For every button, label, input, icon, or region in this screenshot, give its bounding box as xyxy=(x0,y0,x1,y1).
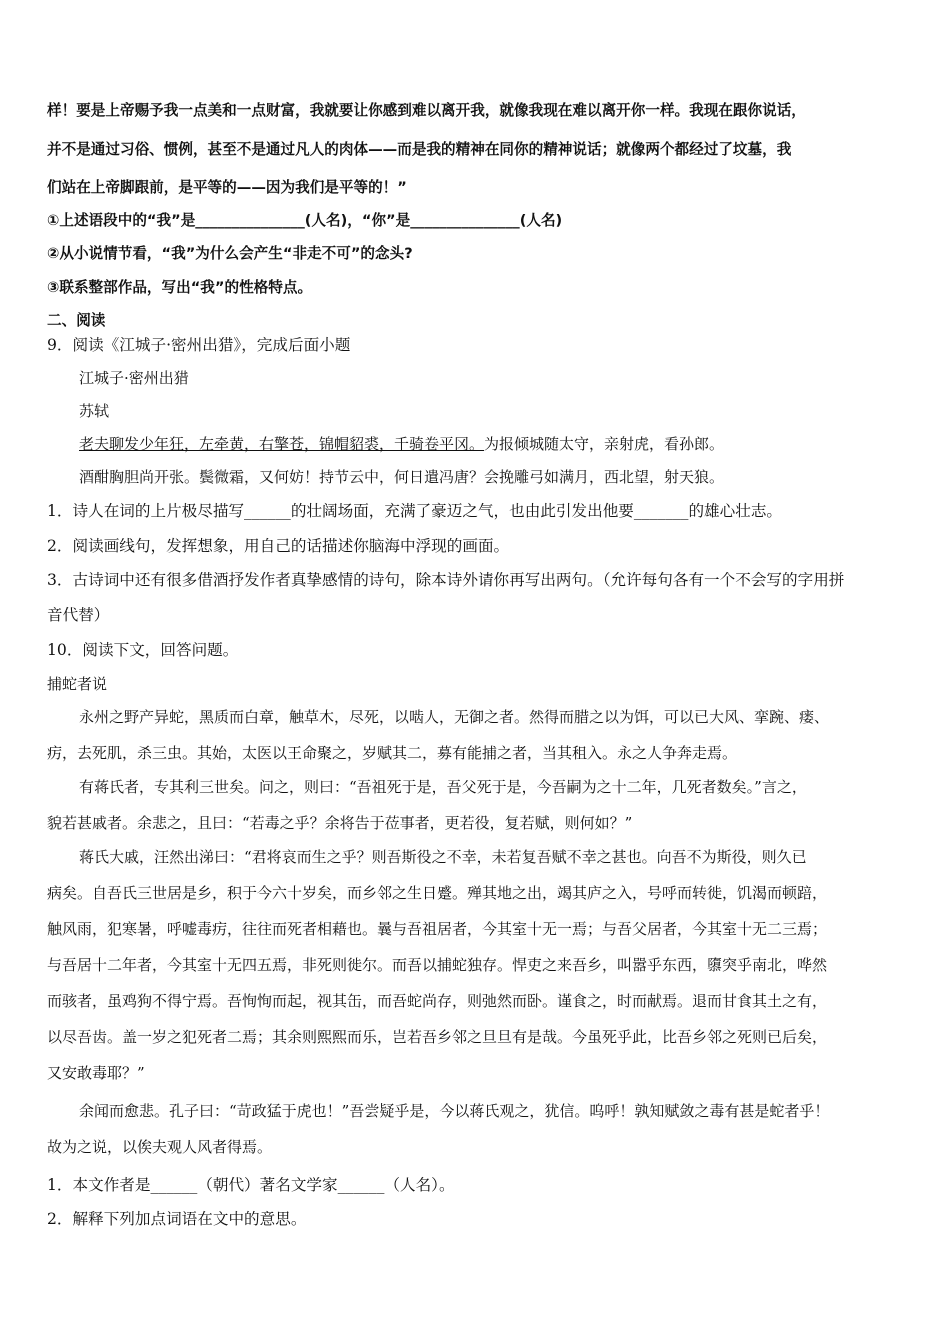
passage-line: 有蒋氏者，专其利三世矣。问之，则曰：“吾祖死于是，吾父死于是，今吾嗣为之十二年，几死者数矣。”言之， xyxy=(79,778,807,796)
q9-sub-question-cont: 音代替） xyxy=(47,606,110,624)
passage-line: 疠，去死肌，杀三虫。其始，太医以王命聚之，岁赋其二，募有能捕之者，当其租入。永之人争奔走焉。 xyxy=(47,744,738,762)
section-title: 二、阅读 xyxy=(47,312,106,329)
poem-line-2: 酒酣胸胆尚开张。鬓微霜，又何妨！持节云中，何日遣冯唐？会挽雕弓如满月，西北望，射天狼。 xyxy=(79,468,725,486)
passage-line: 故为之说，以俟夫观人风者得焉。 xyxy=(47,1138,273,1156)
quote-line: 并不是通过习俗、惯例，甚至不是通过凡人的肉体——而是我的精神在同你的精神说话；就像两个都经过了坟墓，我 xyxy=(47,141,792,158)
poem-author: 苏轼 xyxy=(79,402,110,420)
passage-line: 貌若甚戚者。余悲之，且曰：“若毒之乎？余将告于莅事者，更若役，复若赋，则何如？” xyxy=(47,814,633,832)
q10-sub-question: 2．解释下列加点词语在文中的意思。 xyxy=(47,1210,307,1228)
quote-line: 样！要是上帝赐予我一点美和一点财富，我就要让你感到难以离开我，就像我现在难以离开你一样。我现在跟你说话， xyxy=(47,102,806,119)
passage-line: 蒋氏大戚，汪然出涕曰：“君将哀而生之乎？则吾斯役之不幸，未若复吾赋不幸之甚也。向吾不为斯役，则久已 xyxy=(79,848,807,866)
q9-sub-question: 1．诗人在词的上片极尽描写______的壮阔场面，充满了豪迈之气，也由此引发出他要_______的雄心壮志。 xyxy=(47,502,783,520)
quote-line: 们站在上帝脚跟前，是平等的——因为我们是平等的！” xyxy=(47,179,407,196)
underlined-line: 老夫聊发少年狂，左牵黄，右擎苍，锦帽貂裘，千骑卷平冈。 xyxy=(79,435,485,453)
passage-line: 又安敢毒耶？” xyxy=(47,1064,145,1082)
passage-line: 余闻而愈悲。孔子曰：“苛政猛于虎也！”吾尝疑乎是，今以蒋氏观之，犹信。呜呼！孰知赋敛之毒有甚是蛇者乎！ xyxy=(79,1102,830,1120)
poem-line-1-rest: 为报倾城随太守，亲射虎，看孙郎。 xyxy=(484,435,725,453)
passage-title: 捕蛇者说 xyxy=(47,675,108,693)
passage-line: 与吾居十二年者，今其室十无四五焉，非死则徙尔。而吾以捕蛇独存。悍吏之来吾乡，叫嚣乎东西，隳突乎南北，哗然 xyxy=(47,956,828,974)
q8-sub-question: ③联系整部作品，写出“我”的性格特点。 xyxy=(47,279,313,296)
passage-line: 病矣。自吾氏三世居是乡，积于今六十岁矣，而乡邻之生日蹙。殚其地之出，竭其庐之入，号呼而转徙，饥渴而顿踣， xyxy=(47,884,828,902)
q9-sub-question: 3．古诗词中还有很多借酒抒发作者真挚感情的诗句，除本诗外请你再写出两句。（允许每句各有一个不会写的字用拼 xyxy=(47,571,845,589)
passage-line: 永州之野产异蛇，黑质而白章，触草木，尽死，以啮人，无御之者。然得而腊之以为饵，可以已大风、挛踠、瘘、 xyxy=(79,708,830,726)
q10-sub-question: 1．本文作者是______（朝代）著名文学家______（人名）。 xyxy=(47,1176,455,1194)
passage-line: 而骇者，虽鸡狗不得宁焉。吾恂恂而起，视其缶，而吾蛇尚存，则弛然而卧。谨食之，时而献焉。退而甘食其土之有， xyxy=(47,992,828,1010)
passage-line: 以尽吾齿。盖一岁之犯死者二焉；其余则熙熙而乐，岂若吾乡邻之旦旦有是哉。今虽死乎此，比吾乡邻之死则已后矣， xyxy=(47,1028,828,1046)
passage-line: 触风雨，犯寒暑，呼嘘毒疠，往往而死者相藉也。曩与吾祖居者，今其室十无一焉；与吾父居者，今其室十无二三焉； xyxy=(47,920,828,938)
q8-sub-question: ②从小说情节看，“我”为什么会产生“非走不可”的念头? xyxy=(47,245,413,262)
q10-prompt: 10．阅读下文，回答问题。 xyxy=(47,641,239,659)
poem-line-1 xyxy=(79,433,920,455)
poem-title: 江城子·密州出猎 xyxy=(79,369,189,387)
q8-sub-question: ①上述语段中的“我”是_______________(人名)，“你”是_______________(人名) xyxy=(47,212,563,229)
q9-prompt: 9．阅读《江城子·密州出猎》，完成后面小题 xyxy=(47,336,351,354)
q9-sub-question: 2．阅读画线句，发挥想象，用自己的话描述你脑海中浮现的画面。 xyxy=(47,537,510,555)
